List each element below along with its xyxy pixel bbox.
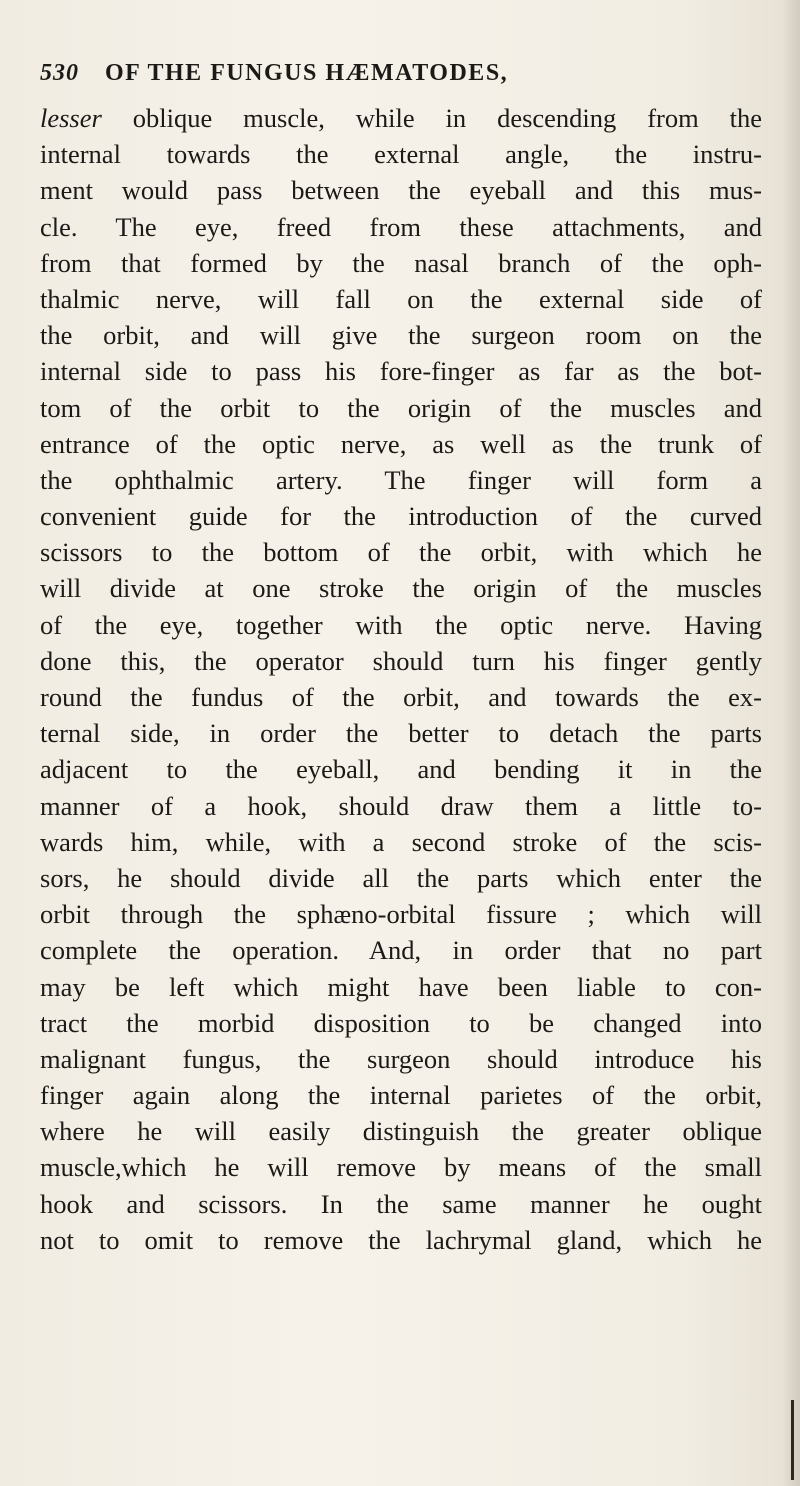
text-line: from that formed by the nasal branch of the oph- — [40, 247, 762, 278]
text-line: round the fundus of the orbit, and towards the ex- — [40, 682, 762, 712]
text-line: convenient guide for the introduction of the curved — [40, 501, 762, 532]
text-line: of the eye, together with the optic nerve. Having — [40, 609, 762, 640]
text-line: manner of a hook, should draw them a little to- — [40, 790, 762, 821]
text-line: malignant fungus, the surgeon should introduce his — [40, 1043, 762, 1074]
running-title: OF THE FUNGUS HÆMATODES, — [105, 60, 509, 86]
text-line: ment would pass between the eyeball and this mus- — [40, 175, 762, 206]
text-line: not to omit to remove the lachrymal gland, which he — [40, 1224, 762, 1255]
text-line: finger again along the internal parietes of the orbit, — [40, 1080, 762, 1111]
text-line: tom of the orbit to the origin of the muscles and — [40, 392, 762, 423]
text-line: where he will easily distinguish the greater oblique — [40, 1116, 762, 1147]
page-number: 530 — [40, 60, 79, 86]
text-line: cle. The eye, freed from these attachments, and — [40, 211, 762, 242]
running-header — [40, 60, 760, 87]
text-line: hook and scissors. In the same manner he ought — [40, 1188, 762, 1219]
text-line: scissors to the bottom of the orbit, with which he — [40, 537, 762, 568]
text-line: complete the operation. And, in order that no part — [40, 935, 762, 966]
text-line: internal towards the external angle, the instru- — [40, 139, 762, 170]
text-line: may be left which might have been liable to con- — [40, 971, 762, 1002]
text-line: muscle,which he will remove by means of the small — [40, 1152, 762, 1183]
text-line: lesser oblique muscle, while in descending from the — [40, 103, 762, 133]
text-line: internal side to pass his fore-finger as far as the bot- — [40, 356, 762, 387]
page-edge-shadow — [782, 0, 800, 1486]
text-line: wards him, while, with a second stroke of the scis- — [40, 826, 762, 857]
text-line: ternal side, in order the better to detach the parts — [40, 718, 762, 749]
text-line: will divide at one stroke the origin of the muscles — [40, 573, 762, 604]
italic-word: lesser — [40, 103, 102, 133]
text-line: the ophthalmic artery. The finger will form a — [40, 464, 762, 495]
text-line: entrance of the optic nerve, as well as the trunk of — [40, 428, 762, 459]
body-text — [40, 100, 762, 1258]
text-line: adjacent to the eyeball, and bending it in the — [40, 754, 762, 785]
text-line: sors, he should divide all the parts which enter the — [40, 862, 762, 893]
text-line: done this, the operator should turn his finger gently — [40, 645, 762, 676]
text-line: tract the morbid disposition to be changed into — [40, 1007, 762, 1038]
text-line: the orbit, and will give the surgeon room on the — [40, 320, 762, 351]
text-line: orbit through the sphæno-orbital fissure ; which will — [40, 899, 762, 930]
text-line: thalmic nerve, will fall on the external side of — [40, 283, 762, 314]
page-edge-mark — [791, 1400, 794, 1480]
